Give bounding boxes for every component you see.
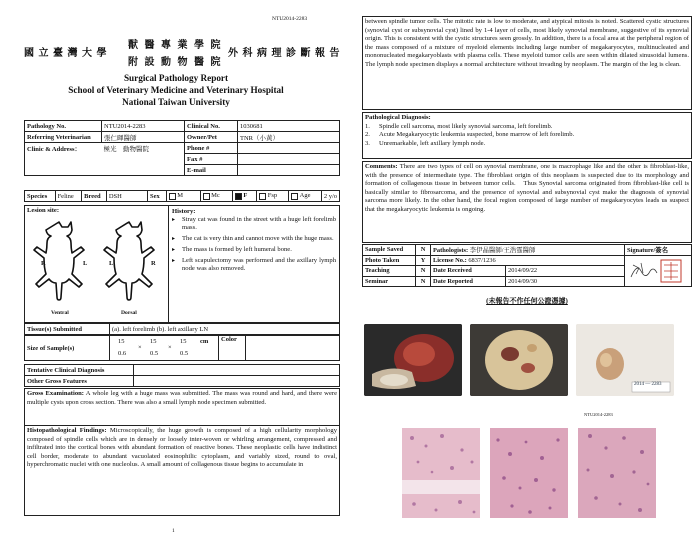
pathologists-value: 李伊晶醫師/王浩霆醫師	[469, 247, 536, 255]
sex-fsp-checkbox	[259, 193, 266, 200]
other-gross-value	[134, 376, 340, 387]
sex-mc-label: Mc	[211, 192, 220, 200]
species-row	[24, 190, 340, 202]
species-label: Species	[25, 191, 56, 202]
comments	[362, 161, 692, 243]
comments-text: There are two types of cell on synovial membrane, one is macrophage like and the other is fibroblast-like, with the presence of intermediate type. The fibroblast origin of this neoplasm is suspected due to its morphology and formation of collagenous tissue in between tumor cells. Thus Synovial sarcoma originated from fibroblast-like cell is basically similar to fibrosarcoma, and the presence of synovial and subsynovial cyst make the diagnosis of synovial sarcoma more likely. In the other hand, the focal region composed of large number of megakaryocytes leads us suspect that the megakaryocytic leukemia is ongoing.	[365, 163, 689, 213]
histology-image-1-pattern	[402, 428, 480, 518]
clinical-no-value: 1030681	[238, 121, 340, 132]
pathology-no-label: Pathology No.	[25, 121, 102, 132]
cat-body-diagram	[25, 218, 168, 322]
dorsal-left-label: L	[109, 260, 114, 267]
color-value	[246, 336, 340, 361]
sample-size-label: Size of Sample(s)	[25, 336, 110, 361]
phone-value	[238, 143, 340, 154]
sample-saved-label: Sample Saved	[363, 245, 416, 256]
sample-saved-value: N	[416, 245, 431, 256]
teaching-label: Teaching	[363, 266, 416, 277]
dorsal-right-label: R	[151, 260, 156, 267]
sex-mc-checkbox	[203, 193, 210, 200]
histopathology-continued: between spindle tumor cells. The mitotic rate is low to moderate, and atypical mitosis is noted. Scattered cystic structures (synovial cyst or subsynovial cyst) lined by 1-4 layer of cells, most likely synovial membrane, suggestive of its synovial origin. This is consistent with the cystic structures seen grossly. In addition, there is a focal area at the peripheral region of the mass composed of a mixture of myeloid elements including large number of megakaryocytes, multinucleated and mononucleated megakaryoblasts with plasma cells. These myeloid tumor cells are seen within dilated sinusoidal lumens. The lymph node specimen displays a normal architecture without invading by neoplasm. The margin of the leg is clean.	[362, 16, 692, 110]
tissue-submitted-value: (a). left forelimb (b). left axillary LN	[110, 324, 340, 335]
diagnosis-item: 3. Unremarkable, left axillary lymph node.	[365, 139, 486, 147]
clinical-no-label: Clinical No.	[185, 121, 238, 132]
size-dim-1: 15	[118, 338, 125, 345]
histology-image-3	[578, 428, 656, 518]
dorsal-caption: Dorsal	[121, 310, 137, 316]
histology-image-2-pattern	[490, 428, 568, 518]
photo-taken-value: Y	[416, 255, 431, 266]
lesion-site-box	[24, 205, 169, 323]
signature-area	[625, 255, 692, 287]
ventral-caption: Ventral	[51, 310, 69, 316]
diagnosis-label: Pathological Diagnosis:	[365, 114, 431, 121]
ventral-left-label: L	[83, 260, 88, 267]
date-received-value: 2014/09/22	[506, 266, 625, 277]
age-checkbox	[291, 193, 298, 200]
tentative-diagnosis-label: Tentative Clinical Diagnosis	[25, 365, 134, 376]
referring-vet-label: Referring Veterinarian	[25, 132, 102, 143]
gross-examination-text: A whole leg with a huge mass was submitted. The mass was round and hard, and there were multiple cysts upon cross section. There was also a small lymph node specimen submitted.	[27, 390, 337, 406]
email-label: E-mail	[185, 165, 238, 176]
gross-photo-section-image	[470, 324, 568, 396]
sex-f-checkbox-checked	[235, 193, 242, 200]
lymph-node-photo-label: 2014 — 2283	[634, 382, 662, 387]
disclaimer-notice: (未報告不作任何公證憑據)	[486, 297, 568, 305]
gross-examination-label: Gross Examination:	[27, 390, 84, 397]
size-dim-2: 15	[150, 338, 157, 345]
histology-image-2	[490, 428, 568, 518]
age-label: Age	[299, 192, 311, 200]
tissue-submitted-label: Tissue(s) Submitted	[25, 324, 110, 335]
clinic-address-label: Clinic & Address：	[25, 143, 102, 154]
report-page-2	[352, 0, 700, 556]
pathology-no-value: NTU2014-2283	[102, 121, 185, 132]
ventral-right-label: R	[41, 260, 46, 267]
histopathological-label: Histopathological Findings:	[27, 427, 107, 434]
gross-photo-leg	[364, 324, 462, 396]
patient-info-table	[24, 120, 340, 176]
license-cell	[431, 255, 625, 266]
signature-stamp-image	[627, 257, 685, 285]
comments-label: Comments:	[365, 163, 398, 170]
teaching-value: N	[416, 266, 431, 277]
signoff-table	[362, 244, 692, 287]
email-value	[238, 165, 340, 176]
history-label: History:	[172, 208, 196, 215]
page-number: 1	[172, 528, 175, 534]
license-label: License No.:	[433, 256, 467, 264]
size-times-2: ×	[168, 344, 172, 351]
history-item: ▸ The mass is formed by left humeral bone.	[182, 246, 336, 254]
histopathological-text: Microscopically, the huge growth is composed of a high cellularity morphology composed of spindle cells which are in densely or loosely inter-woven or whirling arrangement, compressed and infiltrated into the cortical bones with abundant formation of reactive bones. These neoplastic cells have indistinct cell border, moderate to abundant vacuolated eosinophilic cytoplasm, and variably sized, round to oval, hyperchromatic nuclei with one nucleolus. A small amount of collagenous tissue begins to accumulate in	[27, 427, 338, 469]
tentative-table	[24, 364, 340, 387]
gross-photo-leg-image	[364, 324, 462, 396]
diagnosis-item: 1. Spindle cell sarcoma, most likely synovial sarcoma, left forelimb.	[365, 122, 553, 130]
license-value: 6837/1236	[468, 256, 496, 264]
sample-size-table	[24, 335, 340, 361]
diagnosis-item: 2. Acute Megakaryocytic leukemia suspected, bone marrow of left forelimb.	[365, 131, 575, 139]
tissue-table	[24, 323, 340, 335]
size-dim-2-b: 0.5	[150, 350, 159, 357]
pathologists-label: Pathologists:	[433, 247, 469, 255]
history-item: ▸ The cat is very thin and cannot move with the huge mass.	[182, 235, 336, 243]
size-dim-1-b: 0.6	[118, 350, 127, 357]
color-label: Color	[219, 336, 246, 361]
department-name-cn-2: 附 設 動 物 醫 院	[128, 57, 223, 68]
sex-fsp-label: Fsp	[267, 192, 278, 200]
size-times-1: ×	[138, 344, 142, 351]
fax-label: Fax #	[185, 154, 238, 165]
referring-vet-value: 張仁暉醫師	[102, 132, 185, 143]
breed-label: Breed	[82, 191, 107, 202]
age-value: 2 y/o	[321, 191, 339, 202]
histopathological-findings	[24, 426, 340, 516]
date-received-label: Date Received	[431, 266, 506, 277]
report-title-en: Surgical Pathology Report	[123, 73, 229, 83]
seminar-value: N	[416, 276, 431, 287]
photo-taken-label: Photo Taken	[363, 255, 416, 266]
histo-page-id: NTU2014-2283	[584, 412, 613, 417]
history-item: ▸ Stray cat was found in the street with a huge left forelimb mass.	[182, 216, 336, 232]
pathologists-cell	[431, 245, 625, 256]
report-id-header: NTU2014-2283	[272, 16, 308, 22]
school-name-en: School of Veterinary Medicine and Veterinary Hospital	[68, 85, 284, 95]
report-title-cn: 外 科 病 理 診 斷 報 告	[228, 48, 341, 59]
date-reported-value: 2014/09/30	[506, 276, 625, 287]
sex-f-label: F	[243, 192, 248, 200]
university-name-en: National Taiwan University	[122, 97, 230, 107]
gross-examination	[24, 388, 340, 426]
gross-photo-lymph-node	[576, 324, 674, 396]
lesion-site-label: Lesion site:	[27, 207, 60, 214]
histology-image-1	[402, 428, 480, 518]
size-dim-3: 15	[180, 338, 187, 345]
tentative-diagnosis-value	[134, 365, 340, 376]
owner-pet-value: TNR（小黃）	[238, 132, 340, 143]
phone-label: Phone #	[185, 143, 238, 154]
gross-photo-section	[470, 324, 568, 396]
species-value: Feline	[55, 191, 82, 202]
history-box	[169, 205, 340, 323]
history-item: ▸ Left scapulectomy was performed and the axillary lymph node was also removed.	[182, 257, 336, 273]
owner-pet-label: Owner/Pet	[185, 132, 238, 143]
clinic-address-value: 極光 動物醫院	[102, 143, 185, 154]
university-name-cn: 國 立 臺 灣 大 學	[24, 48, 108, 59]
sex-m-checkbox	[169, 193, 176, 200]
fax-value	[238, 154, 340, 165]
sex-m-label: M	[177, 192, 184, 200]
size-unit: cm	[200, 338, 209, 345]
sex-label: Sex	[148, 191, 167, 202]
breed-value: DSH	[106, 191, 147, 202]
pathological-diagnosis	[362, 112, 692, 159]
histology-image-3-pattern	[578, 428, 656, 518]
signature-label: Signature/簽名	[625, 245, 692, 256]
size-dim-3-b: 0.5	[180, 350, 189, 357]
other-gross-label: Other Gross Features	[25, 376, 134, 387]
department-name-cn-1: 獸 醫 專 業 學 院	[128, 40, 223, 51]
history-list	[172, 216, 336, 273]
seminar-label: Seminar	[363, 276, 416, 287]
date-reported-label: Date Reported	[431, 276, 506, 287]
